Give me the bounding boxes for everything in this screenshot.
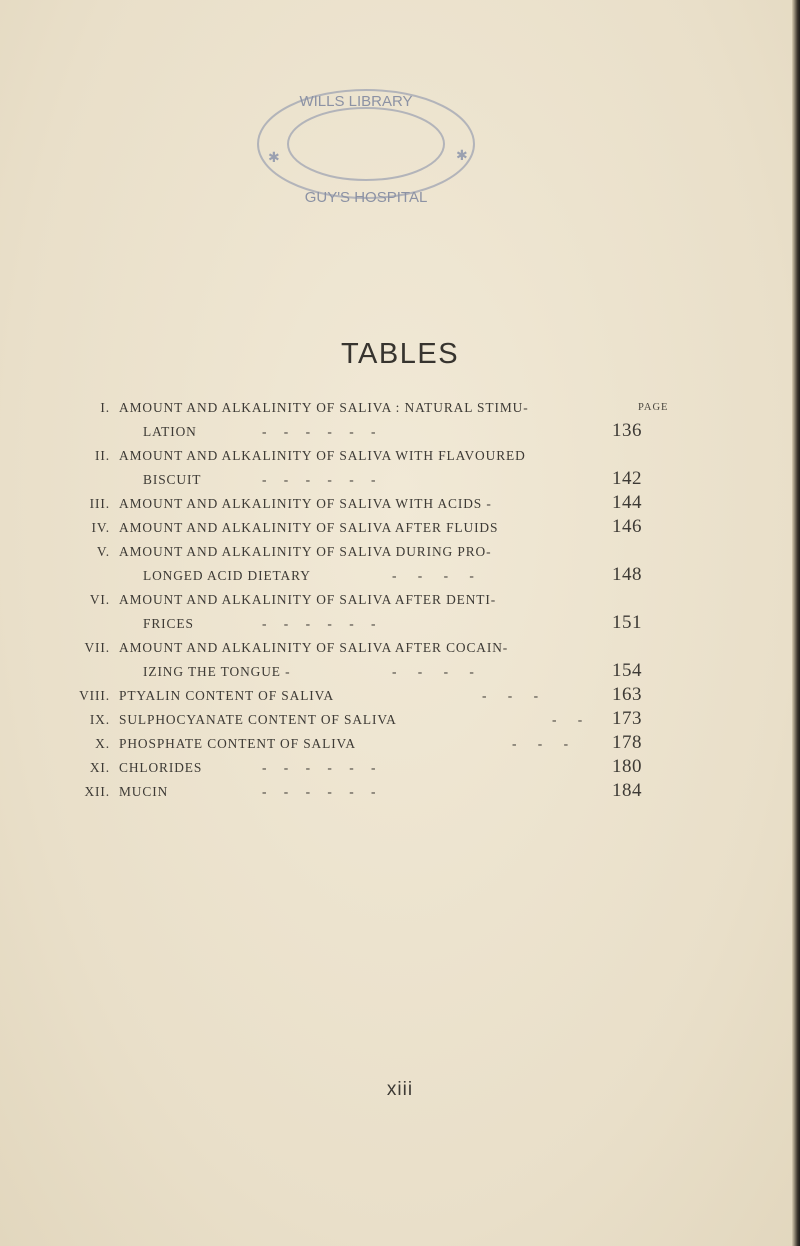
entry-page: 136 [612,420,642,441]
entry-title-cont: LONGED ACID DIETARY [143,568,311,583]
entry-title-cont: LATION [143,424,197,439]
page-column-heading: PAGE [638,402,669,413]
list-item [0,709,800,731]
leader-dashes: - - - [482,688,539,703]
entry-number: I. [100,400,110,415]
entry-title: PTYALIN CONTENT OF SALIVA [119,688,335,703]
entry-page: 180 [612,756,642,777]
entry-title: MUCIN [119,784,169,799]
leader-dashes: - - - - - - [262,472,376,487]
entry-page: 146 [612,516,642,537]
list-item [0,397,800,419]
entry-page: 148 [612,564,642,585]
entry-title-cont: FRICES [143,616,194,631]
entry-title: AMOUNT AND ALKALINITY OF SALIVA AFTER DENTI- [119,592,497,607]
entry-number: IX. [89,712,110,727]
entry-number: IV. [91,520,110,535]
list-item-continuation [0,469,800,491]
entry-page: 173 [612,708,642,729]
leader-dashes: - - - - - - [262,760,376,775]
list-item [0,589,800,611]
book-edge [792,0,800,1246]
list-item [0,733,800,755]
page-title: TABLES [340,338,460,370]
entry-page: 184 [612,780,642,801]
stamp-star-left-icon: ✱ [268,151,280,166]
entry-title: SULPHOCYANATE CONTENT OF SALIVA [119,712,397,727]
entry-title: AMOUNT AND ALKALINITY OF SALIVA AFTER COCAIN- [119,640,509,655]
leader-dashes: - - - - [392,664,474,679]
leader-dashes: - - - - - - [262,616,376,631]
entry-page: 151 [612,612,642,633]
leader-dashes: - - - - [392,568,474,583]
list-item [0,445,800,467]
library-stamp [248,78,488,218]
entry-title-cont: BISCUIT [143,472,202,487]
entry-page: 163 [612,684,642,705]
entry-title: AMOUNT AND ALKALINITY OF SALIVA WITH ACIDS - [119,496,492,511]
entry-number: XII. [84,784,110,799]
entry-title: AMOUNT AND ALKALINITY OF SALIVA : NATURAL STIMU- [119,400,529,415]
stamp-text-bottom: GUY'S HOSPITAL [304,189,428,206]
entry-number: V. [96,544,110,559]
entry-page: 142 [612,468,642,489]
list-item [0,541,800,563]
entry-number: X. [95,736,110,751]
leader-dashes: - - [552,712,583,727]
list-item [0,781,800,803]
list-item-continuation [0,565,800,587]
entry-title: AMOUNT AND ALKALINITY OF SALIVA DURING PRO- [119,544,492,559]
entry-title-cont: IZING THE TONGUE - [143,664,291,679]
leader-dashes: - - - - - - [262,424,376,439]
entry-title: AMOUNT AND ALKALINITY OF SALIVA WITH FLAVOURED [119,448,526,463]
page-number: xiii [386,1079,414,1100]
list-item-continuation [0,613,800,635]
list-item [0,637,800,659]
entry-title: PHOSPHATE CONTENT OF SALIVA [119,736,356,751]
list-item-continuation [0,661,800,683]
list-item [0,685,800,707]
list-item [0,493,800,515]
entry-number: II. [95,448,110,463]
entry-page: 178 [612,732,642,753]
list-item-continuation [0,421,800,443]
list-item [0,517,800,539]
entry-number: VI. [89,592,110,607]
stamp-star-right-icon: ✱ [456,149,468,164]
leader-dashes: - - - [512,736,569,751]
entry-number: XI. [89,760,110,775]
entry-title: AMOUNT AND ALKALINITY OF SALIVA AFTER FLUIDS [119,520,499,535]
entry-page: 154 [612,660,642,681]
entry-page: 144 [612,492,642,513]
entry-number: III. [89,496,110,511]
stamp-text-top: WILLS LIBRARY [299,93,413,110]
list-item [0,757,800,779]
entry-number: VIII. [79,688,110,703]
entry-title: CHLORIDES [119,760,203,775]
leader-dashes: - - - - - - [262,784,376,799]
entry-number: VII. [84,640,110,655]
